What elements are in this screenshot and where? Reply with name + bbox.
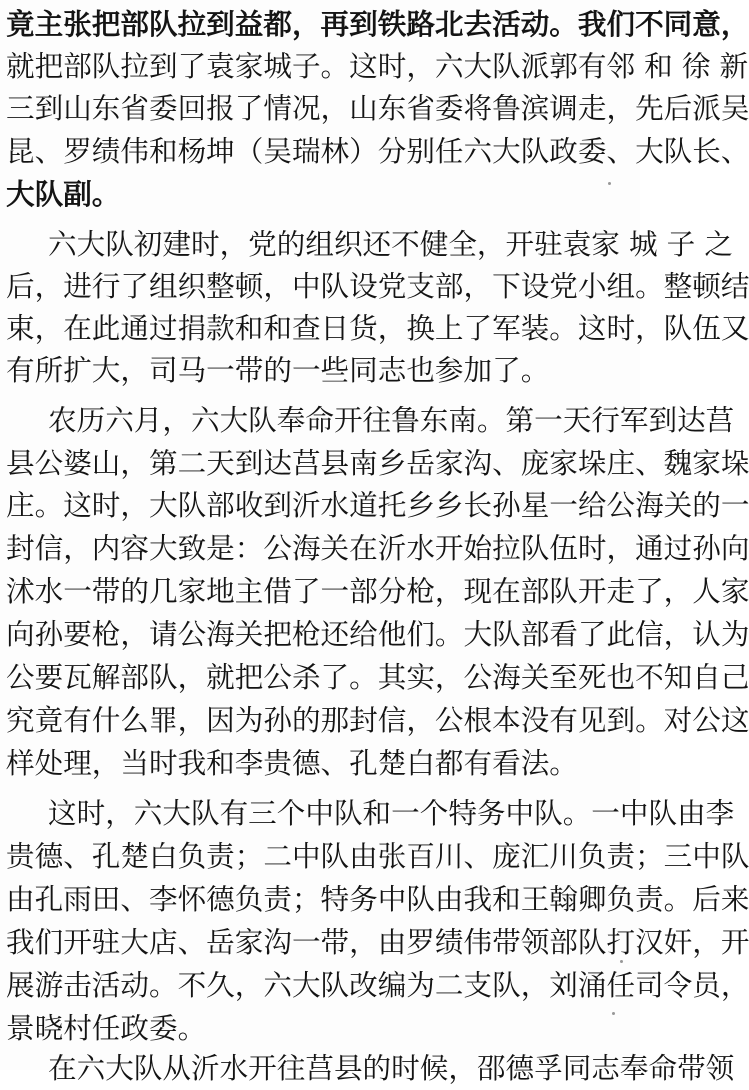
scan-speck — [620, 960, 623, 963]
text-line: 县公婆山，第二天到达莒县南乡岳家沟、庞家垛庄、魏家垛 — [6, 446, 749, 480]
text-line: 封信，内容大致是：公海关在沂水开始拉队伍时，通过孙向 — [6, 531, 749, 565]
paragraph-first-line: 六大队初建时，党的组织还不健全，开驻袁家 城 子 之 — [48, 227, 733, 261]
text-line: 沭水一带的几家地主借了一部分枪，现在部队开走了，人家 — [6, 574, 749, 608]
text-line: 有所扩大，司马一带的一些同志也参加了。 — [6, 353, 550, 387]
text-line: 三到山东省委回报了情况，山东省委将鲁滨调走，先后派吴 — [6, 91, 749, 125]
text-line: 究竟有什么罪，因为孙的那封信，公根本没有见到。对公这 — [6, 703, 749, 737]
text-line: 大队副。 — [6, 177, 121, 211]
text-line: 后，进行了组织整顿，中队设党支部，下设党小组。整顿结 — [6, 269, 749, 303]
text-line: 向孙要枪，请公海关把枪还给他们。大队部看了此信，认为 — [6, 617, 749, 651]
text-line: 就把部队拉到了袁家城子。这时，六大队派郭有邻 和 徐 新 — [6, 49, 749, 83]
paragraph-first-line: 这时，六大队有三个中队和一个特务中队。一中队由李 — [48, 796, 735, 830]
text-line: 束，在此通过捐款和和查日货，换上了军装。这时，队伍又 — [6, 311, 749, 345]
text-line: 贵德、孔楚白负责；二中队由张百川、庞汇川负责；三中队 — [6, 839, 749, 873]
text-line: 由孔雨田、李怀德负责；特务中队由我和王翰卿负责。后来 — [6, 882, 749, 916]
text-line: 公要瓦解部队，就把公杀了。其实，公海关至死也不知自己 — [6, 660, 749, 694]
text-line: 我们开驻大店、岳家沟一带，由罗绩伟带领部队打汉奸，开 — [6, 925, 749, 959]
paragraph-first-line: 农历六月，六大队奉命开往鲁东南。第一天行军到达莒 — [48, 403, 735, 437]
text-line: 展游击活动。不久，六大队改编为二支队，刘涌任司令员， — [6, 968, 749, 1002]
scan-speck — [612, 1012, 615, 1015]
text-line: 景晓村任政委。 — [6, 1011, 207, 1045]
text-line: 昆、罗绩伟和杨坤（吴瑞林）分别任六大队政委、大队长、 — [6, 134, 749, 168]
text-line: 竟主张把部队拉到益都，再到铁路北去活动。我们不同意， — [6, 7, 749, 41]
paragraph-first-line: 在六大队从沂水开往莒县的时候，邵德孚同志奉命带领 — [48, 1051, 735, 1085]
scan-speck — [608, 182, 611, 185]
text-line: 庄。这时，大队部收到沂水道托乡乡长孙星一给公海关的一 — [6, 488, 749, 522]
text-line: 样处理，当时我和李贵德、孔楚白都有看法。 — [6, 746, 578, 780]
